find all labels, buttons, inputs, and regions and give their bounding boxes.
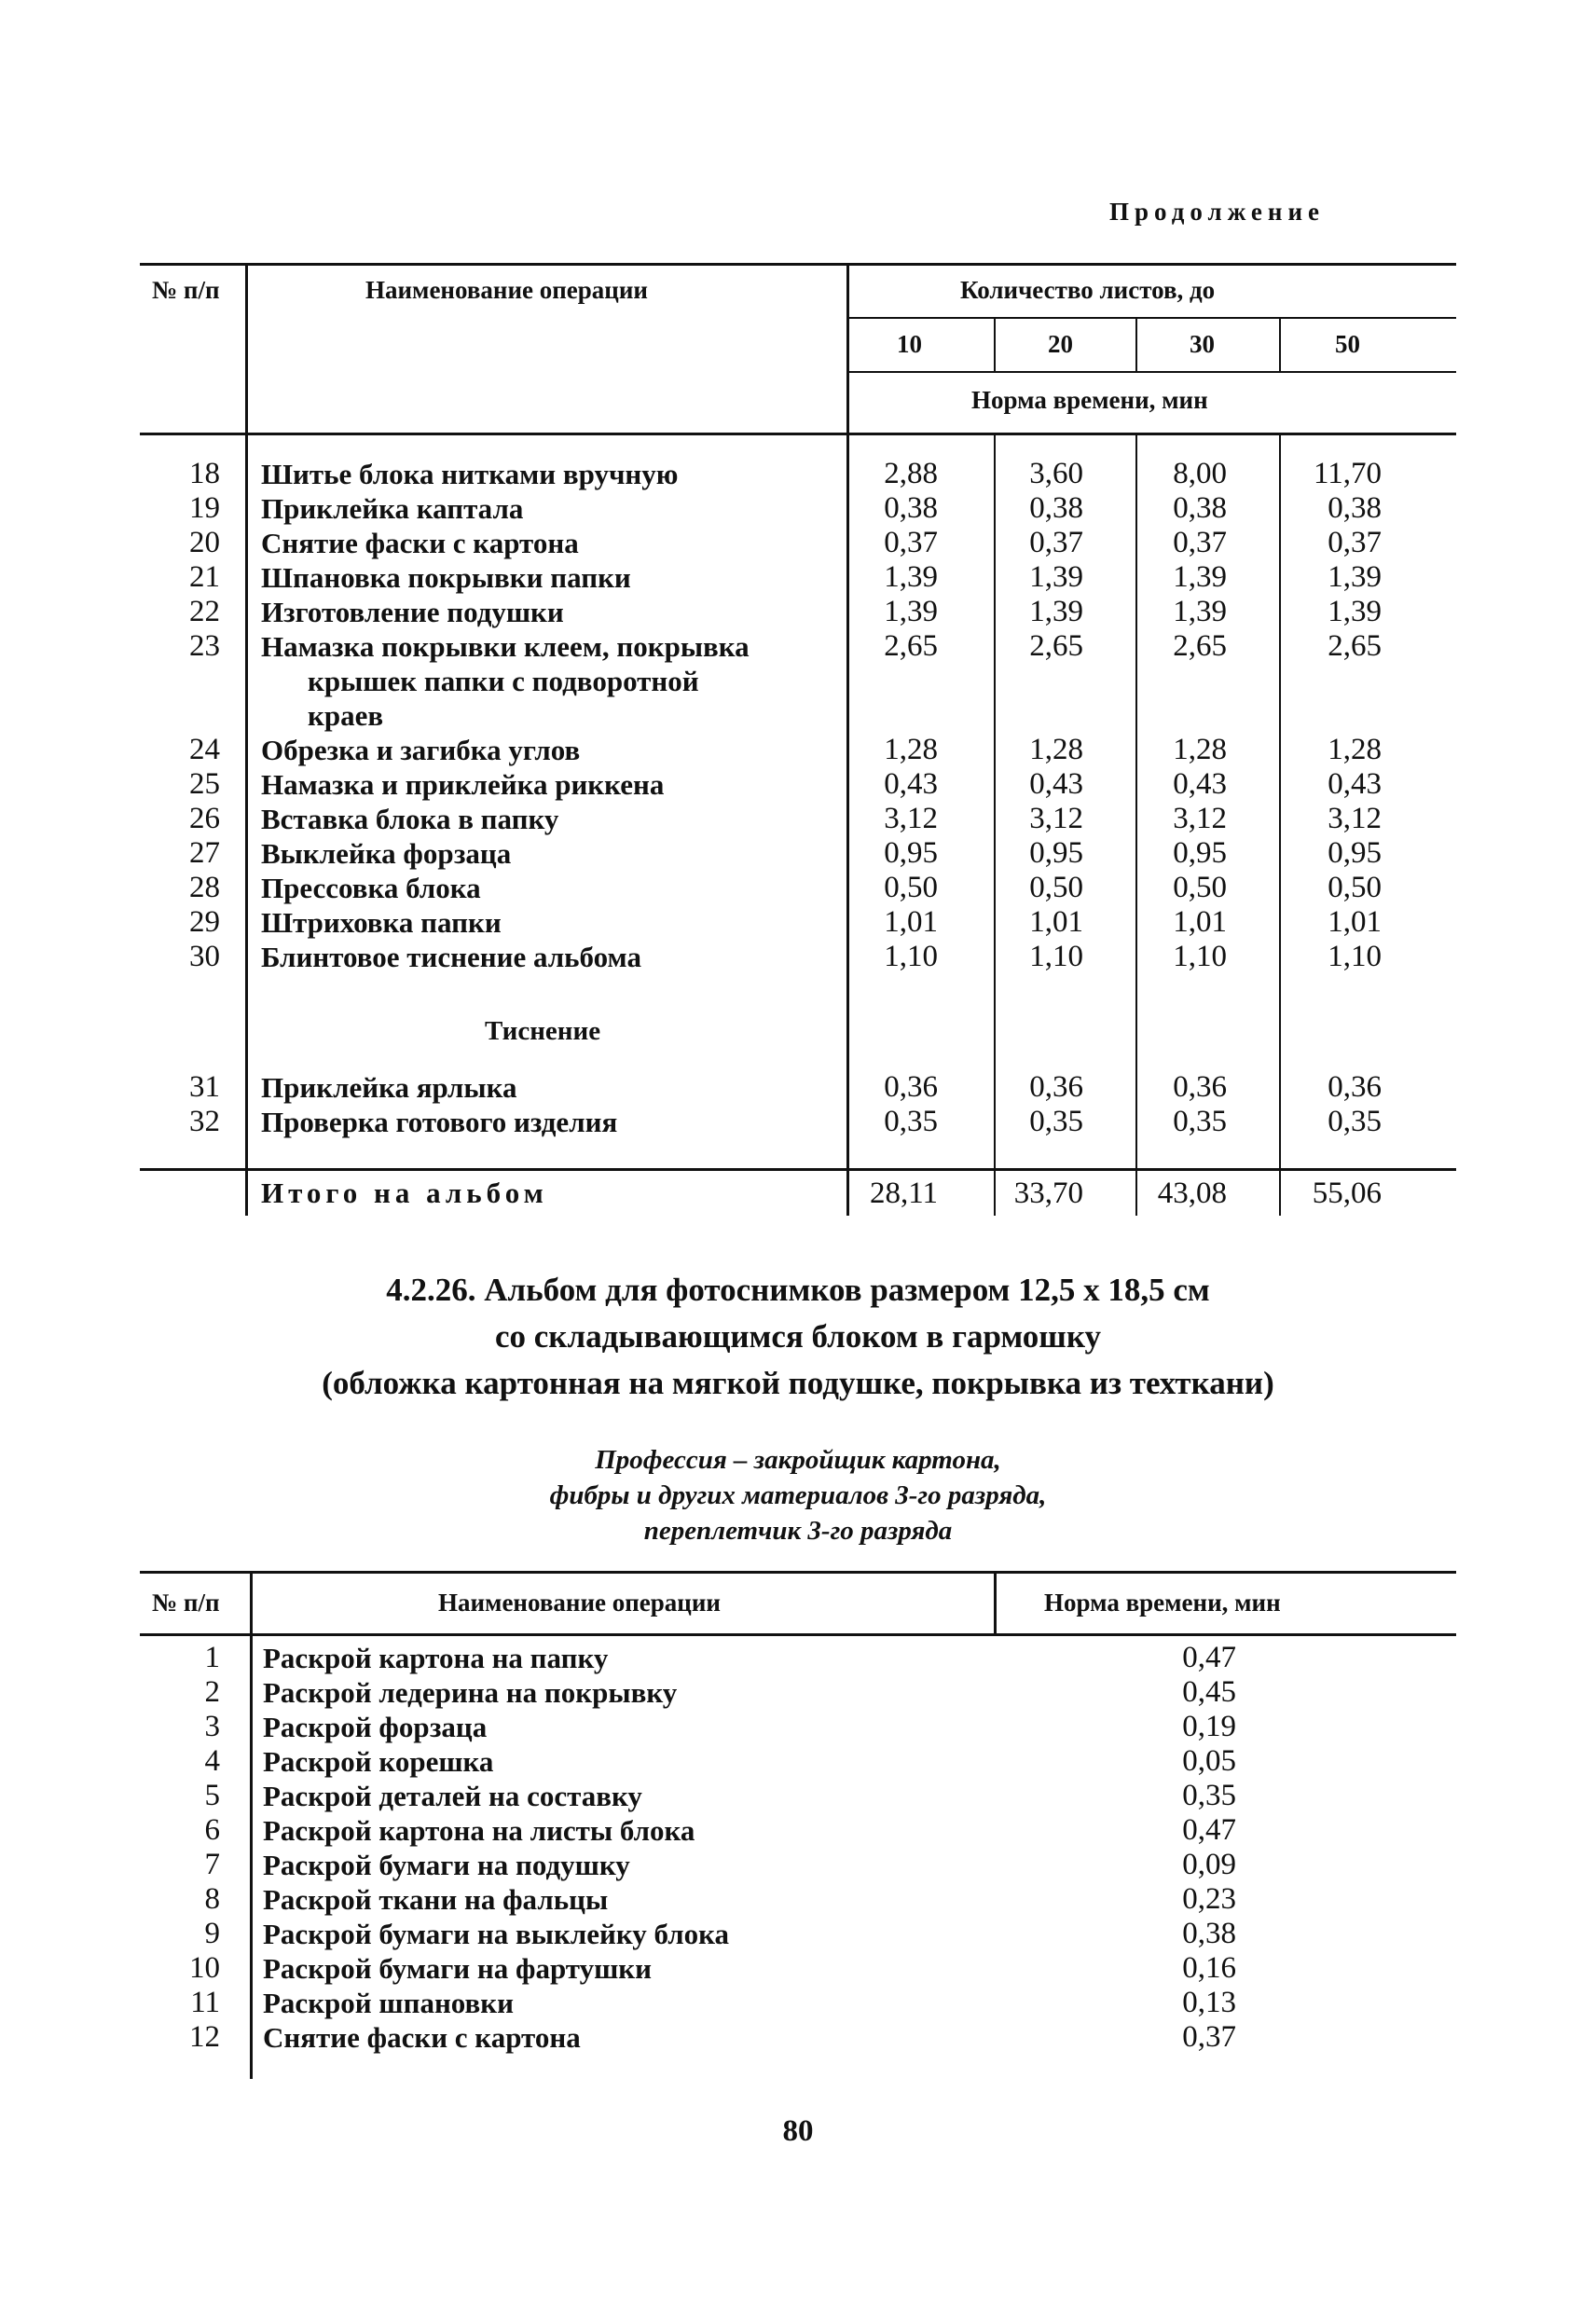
table1-row-number: 24 xyxy=(189,733,220,766)
table1-row-value: 0,43 xyxy=(1173,767,1227,801)
table2-row-name: Раскрой ткани на фальцы xyxy=(263,1883,609,1916)
table2-row-number: 1 xyxy=(204,1641,220,1674)
table2-row-value: 0,16 xyxy=(1182,1951,1236,1985)
table1-row-name: Обрезка и загибка углов xyxy=(261,734,581,766)
table2-col-divider-1 xyxy=(250,1571,253,2079)
table1-row-value: 0,38 xyxy=(884,491,938,525)
table1-row-value: 1,01 xyxy=(1029,905,1083,939)
table1-row-name: Намазка и приклейка риккена xyxy=(261,768,665,801)
table1-row-value: 0,37 xyxy=(1029,526,1083,559)
table1-row-value: 1,39 xyxy=(1173,560,1227,594)
table2-row-value: 0,23 xyxy=(1182,1882,1236,1916)
table1-row-value: 1,10 xyxy=(1328,940,1382,973)
table1-row-value: 0,35 xyxy=(1029,1105,1083,1138)
table1-subsection-label: Тиснение xyxy=(485,1016,601,1046)
table1-sheet-rule xyxy=(848,317,1456,319)
table2-row-number: 3 xyxy=(204,1710,220,1743)
table2-row-name: Снятие фаски с картона xyxy=(263,2021,581,2054)
table1-row-number: 25 xyxy=(189,767,220,801)
table1-row-value: 2,65 xyxy=(884,629,938,663)
table1-col-divider-3 xyxy=(994,317,996,371)
table2-row-name: Раскрой корешка xyxy=(263,1745,494,1778)
table1-row-value: 1,28 xyxy=(1328,733,1382,766)
table2-row-name: Раскрой шпановки xyxy=(263,1987,514,2019)
table1-total-50: 55,06 xyxy=(1312,1177,1382,1210)
table1-row-value: 1,39 xyxy=(1173,595,1227,628)
table1-row-name: Снятие фаски с картона xyxy=(261,527,579,559)
table1-row-value: 1,39 xyxy=(884,560,938,594)
table1-row-number: 22 xyxy=(189,595,220,628)
table1-row-value: 0,35 xyxy=(1328,1105,1382,1138)
table1-row-value: 3,12 xyxy=(1029,802,1083,835)
section-title-line-3: (обложка картонная на мягкой подушке, покрывка из техткани) xyxy=(322,1365,1274,1401)
table2-row-number: 4 xyxy=(204,1744,220,1778)
table2-row-name: Раскрой картона на папку xyxy=(263,1642,609,1674)
table1-sheet-col-30: 30 xyxy=(1190,330,1215,358)
table2-row-number: 2 xyxy=(204,1675,220,1709)
table1-row-value: 0,36 xyxy=(1328,1070,1382,1104)
continuation-label: Продолжение xyxy=(1109,198,1325,226)
table1-row-value: 1,39 xyxy=(1029,595,1083,628)
table1-sheet-col-50: 50 xyxy=(1335,330,1360,358)
table2-row-value: 0,45 xyxy=(1182,1675,1236,1709)
table2-header-name: Наименование операции xyxy=(438,1589,721,1617)
table1-row-number: 30 xyxy=(189,940,220,973)
table1-col-divider-4 xyxy=(1135,317,1137,371)
table1-row-value: 1,39 xyxy=(1029,560,1083,594)
table1-row-value: 0,35 xyxy=(884,1105,938,1138)
table1-row-name: Проверка готового изделия xyxy=(261,1106,618,1138)
table1-row-value: 2,88 xyxy=(884,457,938,490)
table1-row-value: 1,01 xyxy=(884,905,938,939)
table1-row-value: 1,28 xyxy=(884,733,938,766)
table1-row-value: 0,50 xyxy=(1173,871,1227,904)
table1-row-value: 2,65 xyxy=(1029,629,1083,663)
table2-row-name: Раскрой бумаги на подушку xyxy=(263,1849,630,1881)
table2-row-number: 6 xyxy=(204,1813,220,1847)
table2-row-number: 11 xyxy=(190,1986,220,2019)
table1-row-value: 0,38 xyxy=(1328,491,1382,525)
table1-row-number: 32 xyxy=(189,1105,220,1138)
table1-row-name: Штриховка папки xyxy=(261,906,502,939)
table2-row-number: 10 xyxy=(189,1951,220,1985)
table1-row-value: 0,35 xyxy=(1173,1105,1227,1138)
table2-row-value: 0,35 xyxy=(1182,1779,1236,1812)
table1-row-number: 28 xyxy=(189,871,220,904)
profession-line-3: переплетчик 3-го разряда xyxy=(643,1516,953,1546)
table1-row-value: 3,60 xyxy=(1029,457,1083,490)
table2-row-name: Раскрой картона на листы блока xyxy=(263,1814,695,1847)
table1-row-name: Шпановка покрывки папки xyxy=(261,561,631,594)
table1-row-value: 1,10 xyxy=(884,940,938,973)
table1-row-value: 0,43 xyxy=(884,767,938,801)
table2-header-norm: Норма времени, мин xyxy=(1044,1589,1281,1617)
table1-row-name: Вставка блока в папку xyxy=(261,803,559,835)
table1-total-10: 28,11 xyxy=(869,1177,938,1210)
table1-row-name: Приклейка ярлыка xyxy=(261,1071,517,1104)
table1-row-number: 19 xyxy=(189,491,220,525)
table1-row-number: 31 xyxy=(189,1070,220,1104)
table2-row-number: 9 xyxy=(204,1917,220,1950)
table1-row-number: 23 xyxy=(189,629,220,663)
table2-row-value: 0,38 xyxy=(1182,1917,1236,1950)
table1-row-value: 1,10 xyxy=(1029,940,1083,973)
table1-row-value: 0,38 xyxy=(1173,491,1227,525)
table2-col-divider-2 xyxy=(994,1571,997,1633)
table1-row-name: Намазка покрывки клеем, покрывка xyxy=(261,630,750,663)
table1-row-value: 0,50 xyxy=(1029,871,1083,904)
table1-row-name: Блинтовое тиснение альбома xyxy=(261,941,641,973)
table2-row-name: Раскрой бумаги на фартушки xyxy=(263,1952,653,1985)
table1-row-number: 26 xyxy=(189,802,220,835)
table1-row-value: 1,39 xyxy=(1328,560,1382,594)
table1-col-divider-1 xyxy=(245,263,248,1216)
table1-total-rule xyxy=(140,1168,1456,1171)
table2-header-bottom-rule xyxy=(140,1633,1456,1636)
table1-row-value: 3,12 xyxy=(1328,802,1382,835)
table1-row-value: 0,50 xyxy=(1328,871,1382,904)
table2-row-number: 5 xyxy=(204,1779,220,1812)
table1-row-value: 1,39 xyxy=(884,595,938,628)
table1-row-value: 0,95 xyxy=(1173,836,1227,870)
table1-row-name: крышек папки с подворотной xyxy=(308,665,699,697)
table1-row-value: 0,37 xyxy=(1328,526,1382,559)
table1-row-value: 0,43 xyxy=(1029,767,1083,801)
table2-row-number: 8 xyxy=(204,1882,220,1916)
table1-row-value: 2,65 xyxy=(1328,629,1382,663)
table1-sheet-col-10: 10 xyxy=(897,330,922,358)
table1-row-value: 0,38 xyxy=(1029,491,1083,525)
table1-row-value: 2,65 xyxy=(1173,629,1227,663)
page-number: 80 xyxy=(782,2114,814,2148)
table1-row-value: 1,28 xyxy=(1029,733,1083,766)
table1-row-value: 0,50 xyxy=(884,871,938,904)
table1-header-name: Наименование операции xyxy=(365,276,648,304)
table1-total-30: 43,08 xyxy=(1157,1177,1227,1210)
table1-row-value: 0,36 xyxy=(1173,1070,1227,1104)
table2-row-name: Раскрой ледерина на покрывку xyxy=(263,1676,678,1709)
table1-row-number: 21 xyxy=(189,560,220,594)
table1-top-rule xyxy=(140,263,1456,266)
table1-row-name: краев xyxy=(308,699,384,732)
table2-top-rule xyxy=(140,1571,1456,1574)
table1-row-name: Приклейка каптала xyxy=(261,492,524,525)
section-title-line-1: 4.2.26. Альбом для фотоснимков размером 12,5 х 18,5 см xyxy=(386,1272,1210,1308)
profession-line-2: фибры и других материалов 3-го разряда, xyxy=(549,1480,1047,1510)
table1-row-value: 0,95 xyxy=(1328,836,1382,870)
table1-row-value: 0,36 xyxy=(1029,1070,1083,1104)
table2-row-value: 0,47 xyxy=(1182,1641,1236,1674)
table1-total-20: 33,70 xyxy=(1013,1177,1083,1210)
table1-row-value: 0,37 xyxy=(1173,526,1227,559)
table1-row-value: 1,28 xyxy=(1173,733,1227,766)
table1-sheet-col-20: 20 xyxy=(1048,330,1073,358)
table1-row-number: 29 xyxy=(189,905,220,939)
table1-total-label: Итого на альбом xyxy=(261,1177,548,1209)
table1-row-value: 8,00 xyxy=(1173,457,1227,490)
table1-row-name: Выклейка форзаца xyxy=(261,837,512,870)
table1-row-value: 0,95 xyxy=(884,836,938,870)
table1-row-value: 0,95 xyxy=(1029,836,1083,870)
table1-row-number: 18 xyxy=(189,457,220,490)
table1-header-bottom-rule xyxy=(140,433,1456,435)
table1-row-value: 3,12 xyxy=(1173,802,1227,835)
profession-line-1: Профессия – закройщик картона, xyxy=(595,1445,1001,1475)
table1-row-name: Шитье блока нитками вручную xyxy=(261,458,679,490)
table1-norm-label: Норма времени, мин xyxy=(971,386,1208,414)
table2-row-name: Раскрой бумаги на выклейку блока xyxy=(263,1918,730,1950)
table2-row-value: 0,19 xyxy=(1182,1710,1236,1743)
table2-row-value: 0,05 xyxy=(1182,1744,1236,1778)
table1-row-value: 1,01 xyxy=(1328,905,1382,939)
table2-row-number: 12 xyxy=(189,2020,220,2054)
table2-row-number: 7 xyxy=(204,1848,220,1881)
table2-row-value: 0,37 xyxy=(1182,2020,1236,2054)
table1-row-name: Изготовление подушки xyxy=(261,596,564,628)
table1-row-number: 20 xyxy=(189,526,220,559)
table1-col-divider-5 xyxy=(1279,317,1281,371)
table2-header-num: № п/п xyxy=(152,1589,220,1617)
table2-row-value: 0,13 xyxy=(1182,1986,1236,2019)
table1-row-value: 1,39 xyxy=(1328,595,1382,628)
table1-header-num: № п/п xyxy=(152,276,220,304)
table1-header-sheets: Количество листов, до xyxy=(960,276,1216,304)
table2-row-value: 0,09 xyxy=(1182,1848,1236,1881)
table1-row-number: 27 xyxy=(189,836,220,870)
table1-row-value: 0,43 xyxy=(1328,767,1382,801)
table1-row-value: 3,12 xyxy=(884,802,938,835)
table1-row-value: 1,01 xyxy=(1173,905,1227,939)
table2-row-name: Раскрой форзаца xyxy=(263,1711,488,1743)
table1-row-value: 1,10 xyxy=(1173,940,1227,973)
table1-row-value: 0,36 xyxy=(884,1070,938,1104)
table2-row-name: Раскрой деталей на составку xyxy=(263,1780,642,1812)
table1-row-name: Прессовка блока xyxy=(261,872,481,904)
table1-row-value: 0,37 xyxy=(884,526,938,559)
section-title-line-2: со складывающимся блоком в гармошку xyxy=(494,1318,1102,1355)
table2-row-value: 0,47 xyxy=(1182,1813,1236,1847)
table1-row-value: 11,70 xyxy=(1313,457,1382,490)
table1-subhead-rule xyxy=(848,371,1456,373)
